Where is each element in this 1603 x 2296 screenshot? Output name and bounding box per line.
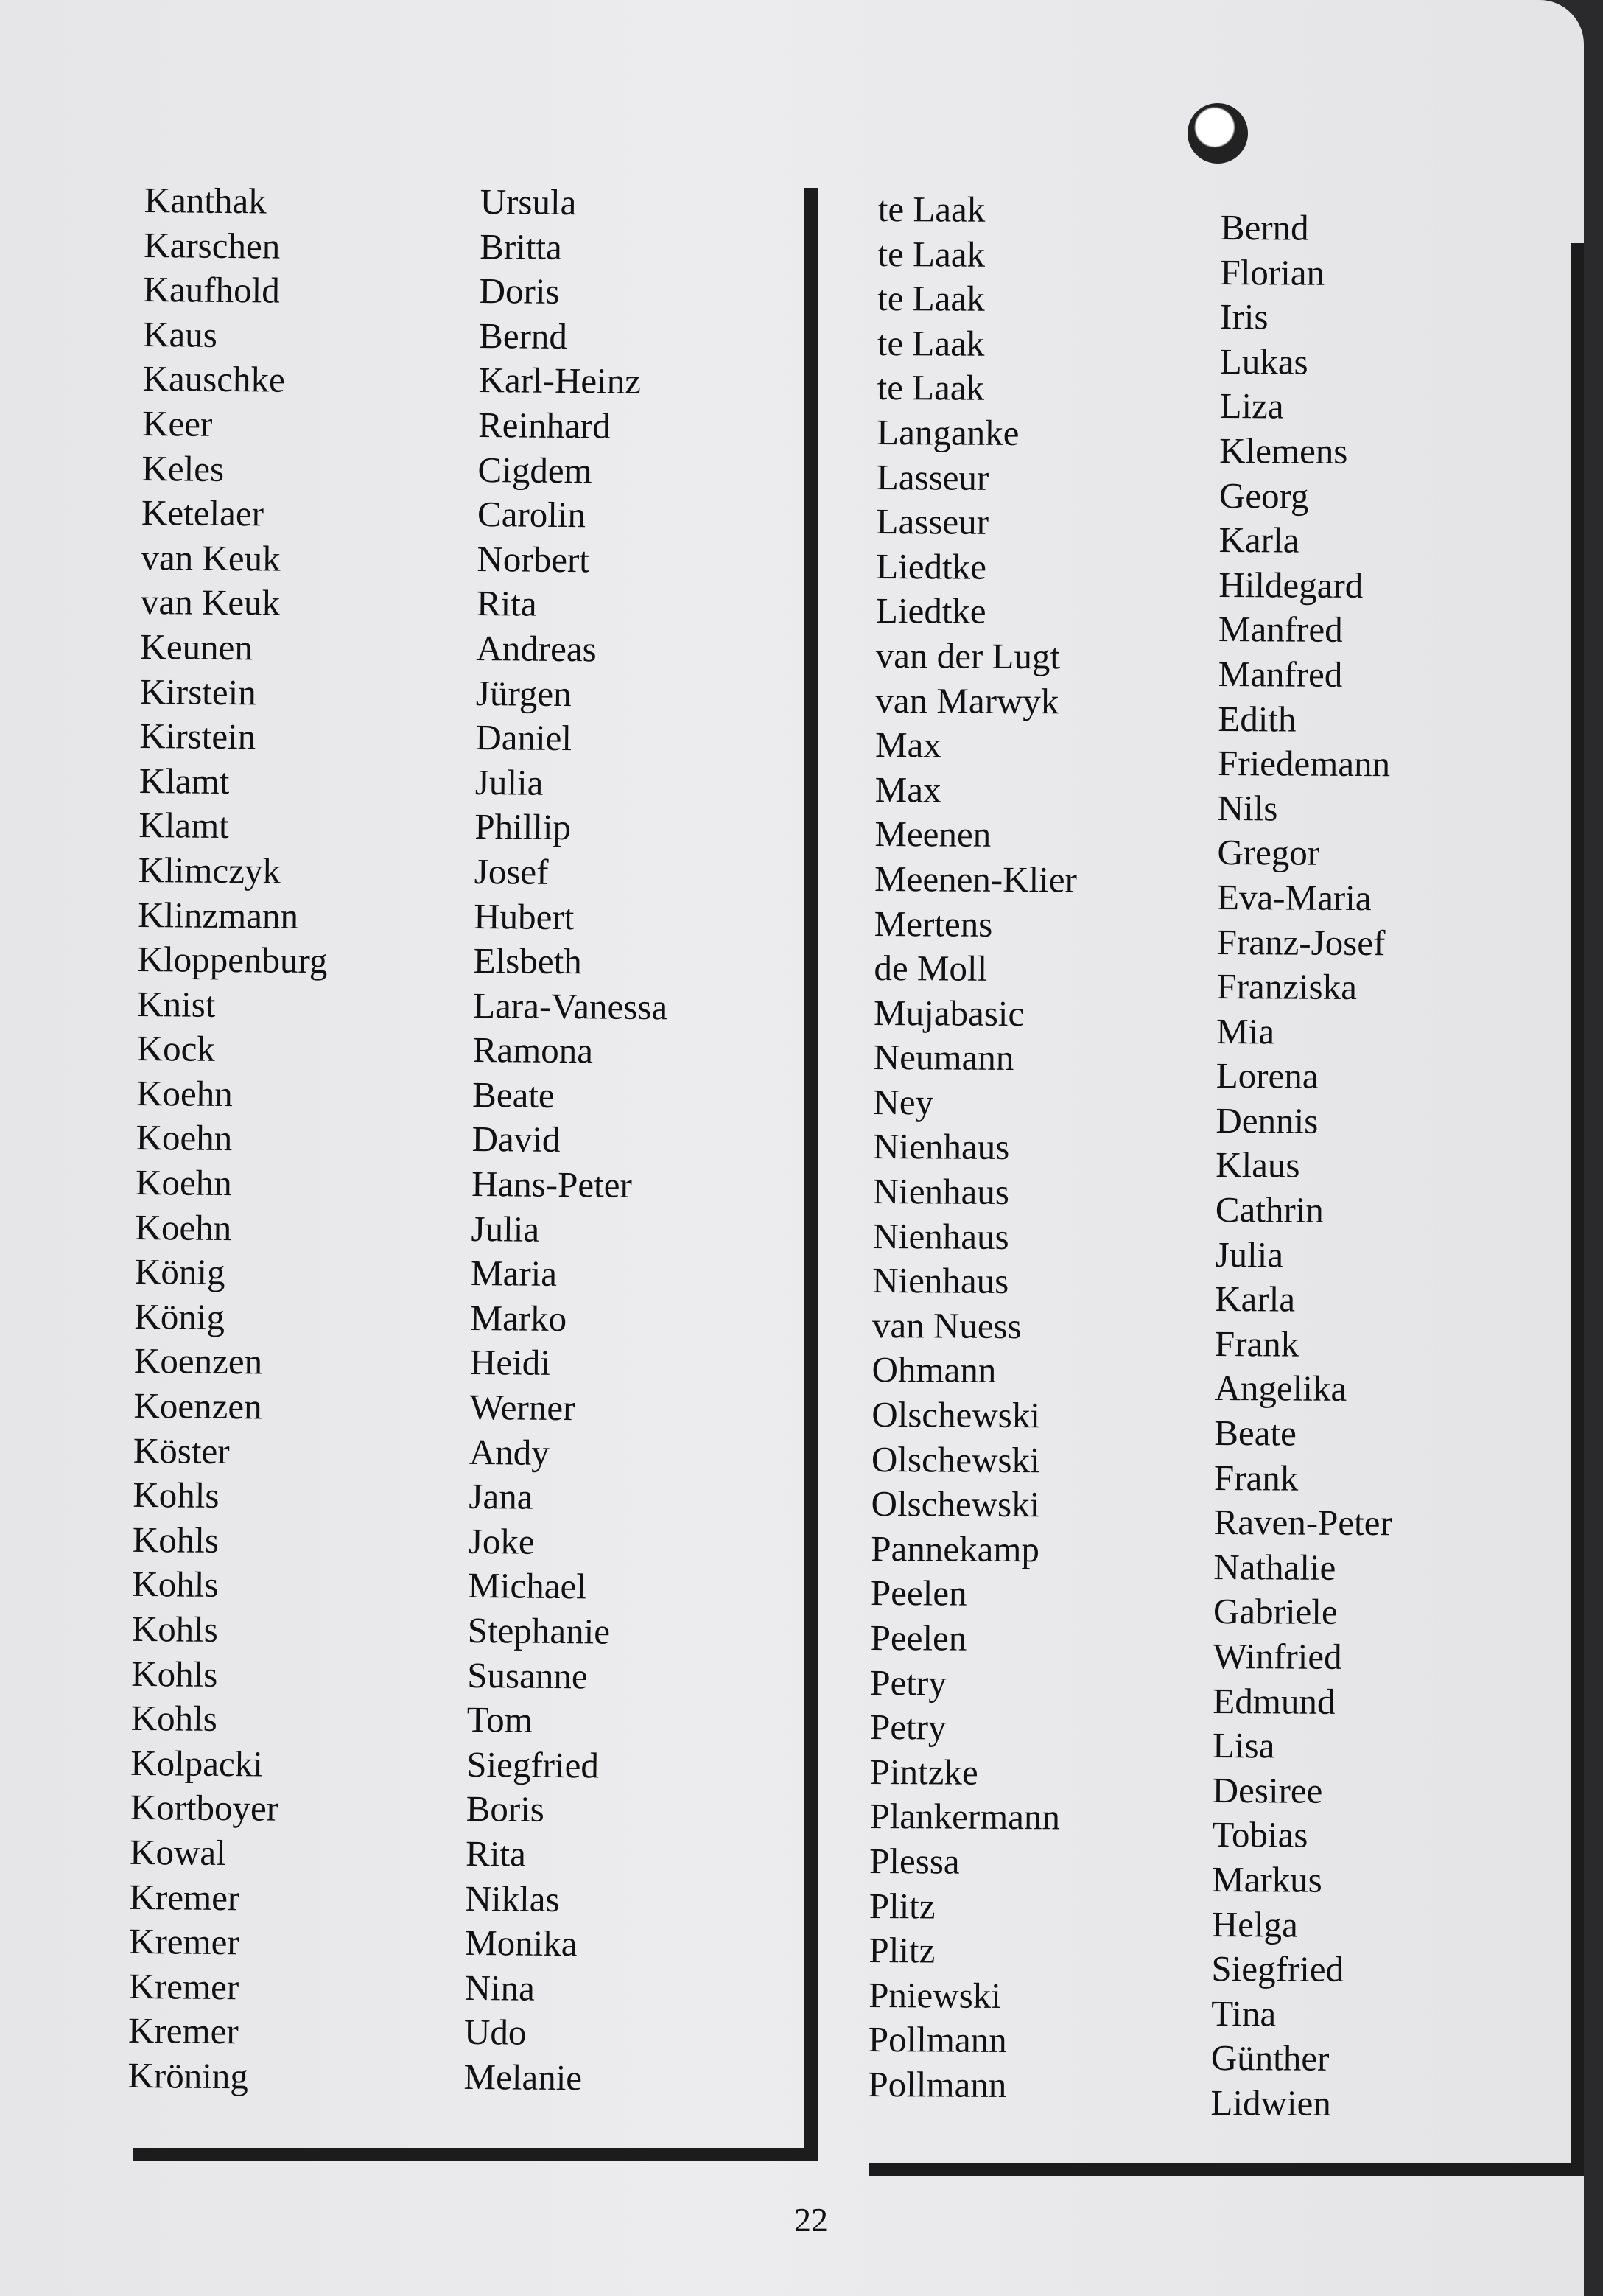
surname-entry: Kohls bbox=[130, 1698, 218, 1740]
first-name-entry: Tobias bbox=[1212, 1814, 1308, 1856]
surname-entry: Plitz bbox=[869, 1930, 936, 1971]
surname-entry: Kauschke bbox=[142, 358, 286, 401]
first-name-entry: Josef bbox=[474, 850, 549, 892]
first-name-entry: Julia bbox=[474, 761, 544, 803]
first-name-entry: Monika bbox=[464, 1922, 578, 1964]
surname-entry: Kröning bbox=[127, 2054, 249, 2097]
first-name-entry: Britta bbox=[479, 225, 563, 267]
surname-entry: Kloppenburg bbox=[137, 939, 328, 981]
first-name-entry: Klemens bbox=[1219, 430, 1348, 472]
surname-entry: de Moll bbox=[874, 948, 988, 989]
first-name-entry: Edmund bbox=[1213, 1680, 1336, 1722]
surname-entry: Koehn bbox=[136, 1072, 234, 1114]
first-name-entry: Norbert bbox=[477, 538, 590, 581]
surname-entry: van Nuess bbox=[871, 1304, 1022, 1346]
right-first-name-column bbox=[1210, 206, 1399, 2127]
first-name-entry: Winfried bbox=[1213, 1635, 1342, 1677]
first-name-entry: Bernd bbox=[478, 315, 568, 357]
surname-entry: Kaus bbox=[142, 313, 218, 355]
first-name-entry: Lisa bbox=[1212, 1725, 1275, 1766]
first-name-entry: Lara-Vanessa bbox=[472, 984, 668, 1027]
surname-entry: Koenzen bbox=[133, 1385, 262, 1427]
first-name-entry: Marko bbox=[470, 1297, 567, 1339]
first-name-entry: Boris bbox=[466, 1788, 545, 1830]
surname-entry: Kanthak bbox=[144, 179, 267, 222]
surname-entry: Ohmann bbox=[871, 1349, 997, 1391]
first-name-entry: Nathalie bbox=[1213, 1546, 1336, 1588]
first-name-entry: Manfred bbox=[1218, 653, 1343, 695]
first-name-entry: Cathrin bbox=[1215, 1189, 1324, 1231]
surname-entry: te Laak bbox=[877, 322, 985, 364]
first-name-entry: Hildegard bbox=[1218, 564, 1364, 606]
surname-entry: Kohls bbox=[131, 1653, 218, 1695]
first-name-entry: Manfred bbox=[1218, 609, 1343, 651]
surname-entry: Nienhaus bbox=[873, 1126, 1010, 1168]
first-name-entry: Cigdem bbox=[477, 449, 592, 491]
left-surname-column bbox=[127, 178, 334, 2100]
surname-entry: Kremer bbox=[127, 2010, 239, 2052]
first-name-entry: Werner bbox=[469, 1386, 575, 1429]
first-name-entry: Udo bbox=[463, 2012, 527, 2053]
surname-entry: Keles bbox=[141, 447, 225, 489]
first-name-entry: Tina bbox=[1211, 1992, 1277, 2034]
surname-entry: Liedtke bbox=[876, 545, 987, 587]
first-name-entry: Mia bbox=[1216, 1010, 1275, 1052]
first-name-entry: Klaus bbox=[1216, 1144, 1300, 1186]
first-name-entry: Helga bbox=[1211, 1903, 1298, 1945]
surname-entry: van der Lugt bbox=[875, 634, 1061, 677]
surname-entry: Kock bbox=[136, 1028, 216, 1070]
first-name-entry: Hubert bbox=[474, 895, 575, 937]
first-name-entry: Siegfried bbox=[466, 1743, 600, 1786]
surname-entry: Meenen-Klier bbox=[874, 858, 1078, 900]
first-name-entry: Liza bbox=[1219, 385, 1284, 427]
first-name-entry: Ramona bbox=[472, 1029, 594, 1071]
first-name-entry: Günther bbox=[1210, 2037, 1330, 2079]
first-name-entry: Bernd bbox=[1220, 206, 1309, 248]
surname-entry: Plitz bbox=[869, 1885, 936, 1927]
surname-entry: Koehn bbox=[135, 1206, 232, 1248]
first-name-entry: Gabriele bbox=[1213, 1591, 1338, 1633]
surname-entry: te Laak bbox=[877, 367, 985, 409]
surname-entry: Keunen bbox=[140, 626, 253, 668]
left-first-name-column bbox=[463, 180, 675, 2101]
surname-entry: Kohls bbox=[132, 1564, 219, 1606]
first-name-entry: Lorena bbox=[1216, 1055, 1319, 1096]
surname-entry: te Laak bbox=[877, 188, 986, 230]
first-name-entry: Beate bbox=[1214, 1413, 1297, 1454]
first-name-entry: Florian bbox=[1220, 251, 1325, 293]
first-name-entry: Karl-Heinz bbox=[478, 360, 642, 402]
first-name-entry: Tom bbox=[466, 1699, 533, 1740]
surname-entry: Kaufhold bbox=[143, 269, 280, 311]
first-name-entry: Rita bbox=[476, 583, 537, 625]
surname-entry: Neumann bbox=[873, 1037, 1014, 1079]
first-name-entry: Dennis bbox=[1216, 1099, 1319, 1141]
first-name-entry: Niklas bbox=[465, 1877, 560, 1919]
first-name-entry: Joke bbox=[468, 1520, 535, 1562]
surname-entry: Peelen bbox=[870, 1572, 967, 1614]
surname-entry: Meenen bbox=[874, 813, 992, 855]
surname-entry: Kohls bbox=[133, 1474, 220, 1516]
first-name-entry: Lidwien bbox=[1210, 2082, 1331, 2124]
first-name-entry: Karla bbox=[1215, 1278, 1296, 1320]
surname-entry: Knist bbox=[136, 983, 216, 1025]
first-name-entry: Rita bbox=[465, 1833, 527, 1875]
surname-entry: Nienhaus bbox=[872, 1260, 1009, 1302]
surname-entry: Klimczyk bbox=[138, 849, 281, 892]
surname-entry: Pintzke bbox=[869, 1751, 978, 1793]
first-name-entry: Elsbeth bbox=[473, 940, 582, 982]
first-name-entry: Heidi bbox=[469, 1342, 551, 1384]
first-name-entry: Iris bbox=[1220, 296, 1269, 337]
right-surname-column bbox=[868, 187, 1080, 2108]
first-name-entry: Gregor bbox=[1217, 832, 1320, 874]
surname-entry: Pollmann bbox=[868, 2019, 1007, 2061]
surname-entry: Kowal bbox=[129, 1831, 227, 1874]
first-name-entry: Desiree bbox=[1212, 1769, 1323, 1811]
first-name-entry: Daniel bbox=[475, 717, 572, 759]
first-name-entry: Frank bbox=[1213, 1457, 1299, 1499]
surname-entry: Kolpacki bbox=[130, 1742, 264, 1785]
surname-entry: Ney bbox=[873, 1081, 934, 1123]
first-name-entry: Karla bbox=[1218, 519, 1299, 561]
surname-entry: Lasseur bbox=[876, 501, 989, 542]
surname-entry: König bbox=[134, 1295, 225, 1337]
first-name-entry: Ursula bbox=[480, 181, 577, 223]
surname-entry: Petry bbox=[870, 1662, 947, 1704]
first-name-entry: Jana bbox=[469, 1476, 533, 1517]
surname-entry: Olschewski bbox=[871, 1483, 1040, 1525]
first-name-entry: Frank bbox=[1214, 1323, 1299, 1365]
first-name-entry: Friedemann bbox=[1217, 743, 1391, 785]
surname-entry: Kohls bbox=[131, 1608, 219, 1650]
surname-entry: Kremer bbox=[128, 1921, 239, 1963]
surname-entry: van Keuk bbox=[140, 581, 281, 623]
first-name-entry: Eva-Maria bbox=[1216, 876, 1372, 918]
first-name-entry: Phillip bbox=[474, 806, 572, 848]
surname-entry: Nienhaus bbox=[872, 1215, 1009, 1257]
surname-entry: van Marwyk bbox=[875, 679, 1059, 721]
surname-entry: Liedtke bbox=[875, 590, 986, 632]
first-name-entry: Michael bbox=[468, 1565, 587, 1607]
surname-entry: Koehn bbox=[135, 1162, 232, 1204]
first-name-entry: Jürgen bbox=[475, 672, 572, 714]
first-name-entry: Andy bbox=[469, 1431, 550, 1473]
surname-entry: Pniewski bbox=[869, 1974, 1001, 2016]
surname-entry: Pollmann bbox=[868, 2063, 1007, 2105]
surname-entry: Plankermann bbox=[869, 1796, 1061, 1838]
first-name-entry: Georg bbox=[1218, 475, 1309, 517]
first-name-entry: Angelika bbox=[1214, 1368, 1347, 1410]
first-name-entry: Raven-Peter bbox=[1213, 1502, 1392, 1544]
first-name-entry: Beate bbox=[471, 1074, 555, 1116]
first-name-entry: Andreas bbox=[476, 627, 597, 670]
surname-entry: Koenzen bbox=[133, 1340, 263, 1382]
surname-entry: Peelen bbox=[870, 1617, 967, 1659]
surname-entry: Olschewski bbox=[871, 1394, 1041, 1436]
surname-entry: Kremer bbox=[129, 1876, 240, 1918]
surname-entry: Karschen bbox=[143, 224, 281, 267]
first-name-entry: Edith bbox=[1218, 698, 1297, 740]
first-name-entry: Stephanie bbox=[467, 1609, 611, 1652]
surname-entry: Lasseur bbox=[876, 456, 989, 498]
surname-entry: Nienhaus bbox=[872, 1171, 1010, 1213]
first-name-entry: Nina bbox=[464, 1967, 536, 2009]
first-name-entry: Franz-Josef bbox=[1216, 921, 1386, 963]
first-name-entry: Susanne bbox=[467, 1654, 588, 1696]
surname-entry: Kohls bbox=[132, 1519, 220, 1561]
surname-entry: Ketelaer bbox=[141, 492, 264, 534]
surname-entry: Klamt bbox=[138, 760, 230, 802]
surname-entry: Plessa bbox=[869, 1840, 960, 1882]
first-name-entry: Nils bbox=[1217, 787, 1278, 829]
first-name-entry: David bbox=[471, 1119, 561, 1161]
first-name-entry: Franziska bbox=[1216, 966, 1358, 1008]
first-name-entry: Hans-Peter bbox=[471, 1163, 633, 1205]
surname-entry: Keer bbox=[141, 402, 213, 444]
first-name-entry: Carolin bbox=[477, 494, 586, 536]
punch-hole bbox=[1188, 103, 1248, 164]
surname-entry: Kirstein bbox=[139, 715, 256, 757]
surname-entry: Kirstein bbox=[139, 671, 257, 713]
first-name-entry: Maria bbox=[470, 1253, 558, 1295]
surname-entry: Olschewski bbox=[871, 1438, 1040, 1480]
first-name-entry: Reinhard bbox=[477, 404, 611, 447]
surname-entry: Köster bbox=[133, 1429, 230, 1471]
surname-entry: Petry bbox=[869, 1707, 947, 1748]
first-name-entry: Siegfried bbox=[1211, 1948, 1344, 1990]
surname-entry: te Laak bbox=[877, 278, 985, 319]
first-name-entry: Melanie bbox=[463, 2056, 583, 2099]
surname-entry: Klinzmann bbox=[138, 894, 299, 937]
surname-entry: Max bbox=[874, 724, 942, 766]
surname-entry: Mertens bbox=[874, 903, 993, 945]
surname-entry: te Laak bbox=[877, 233, 986, 275]
surname-entry: Max bbox=[874, 769, 941, 811]
first-name-entry: Markus bbox=[1211, 1858, 1322, 1900]
surname-entry: Mujabasic bbox=[873, 992, 1025, 1034]
surname-entry: Kortboyer bbox=[130, 1787, 279, 1830]
surname-entry: Koehn bbox=[136, 1117, 233, 1159]
surname-entry: Pannekamp bbox=[871, 1527, 1040, 1569]
page-number: 22 bbox=[794, 2201, 828, 2239]
surname-entry: Klamt bbox=[138, 805, 230, 847]
surname-entry: König bbox=[134, 1251, 225, 1293]
first-name-entry: Julia bbox=[1215, 1233, 1284, 1275]
first-name-entry: Lukas bbox=[1219, 340, 1308, 382]
first-name-entry: Julia bbox=[471, 1208, 540, 1250]
surname-entry: Kremer bbox=[128, 1965, 239, 2007]
first-name-entry: Doris bbox=[479, 270, 560, 312]
surname-entry: Langanke bbox=[877, 411, 1020, 453]
surname-entry: van Keuk bbox=[141, 536, 281, 579]
